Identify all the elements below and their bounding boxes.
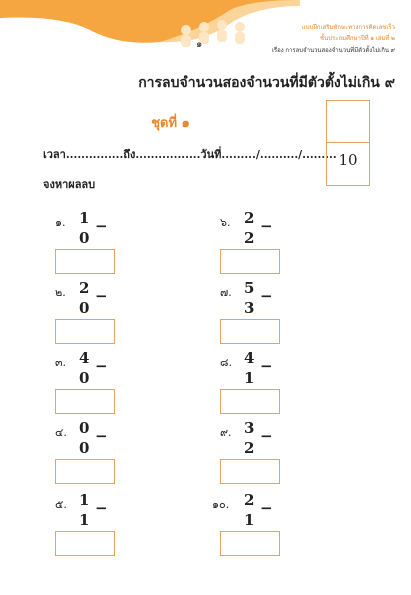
score-box bbox=[326, 100, 370, 186]
page-title: การลบจำนวนสองจำนวนที่มีตัวตั้งไม่เกิน ๙ bbox=[138, 75, 395, 91]
score-total: 10 bbox=[338, 151, 358, 169]
minuend: 1 bbox=[79, 491, 90, 509]
minuend: 0 bbox=[79, 419, 90, 437]
subtrahend: 2 bbox=[244, 229, 255, 247]
minus-sign: − bbox=[95, 427, 108, 445]
subtrahend: 0 bbox=[79, 439, 90, 457]
subtrahend: 2 bbox=[244, 439, 255, 457]
page-number: ๑ bbox=[196, 39, 203, 50]
answer-box[interactable] bbox=[55, 459, 115, 484]
problem-6 bbox=[220, 209, 330, 283]
problem-number: ๒. bbox=[55, 286, 66, 299]
answer-box[interactable] bbox=[55, 249, 115, 274]
minuend: 2 bbox=[79, 279, 90, 297]
problem-number: ๓. bbox=[55, 356, 67, 369]
header-topic: เรื่อง การลบจำนวนสองจำนวนที่มีตัวตั้งไม่เกิน ๙ bbox=[271, 48, 395, 54]
minus-sign: − bbox=[260, 499, 273, 517]
problem-7 bbox=[220, 279, 330, 353]
minuend: 1 bbox=[79, 209, 90, 227]
problem-9 bbox=[220, 419, 330, 493]
answer-box[interactable] bbox=[220, 459, 280, 484]
subtrahend: 1 bbox=[244, 369, 255, 387]
minus-sign: − bbox=[260, 427, 273, 445]
problem-1 bbox=[55, 209, 165, 283]
subtrahend: 0 bbox=[79, 229, 90, 247]
problem-number: ๔. bbox=[55, 426, 67, 439]
minus-sign: − bbox=[95, 357, 108, 375]
header-series-title: แบบฝึกเสริมทักษะทางการคิดเลขเร็ว bbox=[301, 25, 395, 31]
instruction: จงหาผลลบ bbox=[43, 178, 96, 191]
minus-sign: − bbox=[260, 357, 273, 375]
problem-number: ๑. bbox=[55, 216, 66, 229]
problem-2 bbox=[55, 279, 165, 353]
minuend: 2 bbox=[244, 209, 255, 227]
minuend: 2 bbox=[244, 491, 255, 509]
answer-box[interactable] bbox=[220, 319, 280, 344]
minuend: 4 bbox=[79, 349, 90, 367]
minuend: 4 bbox=[244, 349, 255, 367]
problem-10 bbox=[212, 491, 322, 565]
problem-3 bbox=[55, 349, 165, 423]
problem-number: ๕. bbox=[55, 498, 67, 511]
subtrahend: 0 bbox=[79, 369, 90, 387]
minus-sign: − bbox=[260, 287, 273, 305]
problem-number: ๙. bbox=[220, 426, 232, 439]
minuend: 3 bbox=[244, 419, 255, 437]
answer-box[interactable] bbox=[220, 389, 280, 414]
time-date-line: เวลา...............ถึง.................วันที่........./........../......... bbox=[43, 148, 337, 161]
problem-number: ๗. bbox=[220, 286, 232, 299]
answer-box[interactable] bbox=[55, 389, 115, 414]
answer-box[interactable] bbox=[55, 319, 115, 344]
minus-sign: − bbox=[95, 499, 108, 517]
score-divider bbox=[327, 142, 369, 143]
problem-number: ๘. bbox=[220, 356, 232, 369]
minuend: 5 bbox=[244, 279, 255, 297]
subtrahend: 1 bbox=[79, 511, 90, 529]
problem-5 bbox=[55, 491, 165, 565]
header-grade-volume: ชั้นประถมศึกษาปีที่ ๑ เล่มที่ ๒ bbox=[320, 36, 395, 42]
answer-box[interactable] bbox=[220, 531, 280, 556]
answer-box[interactable] bbox=[220, 249, 280, 274]
subtrahend: 3 bbox=[244, 299, 255, 317]
minus-sign: − bbox=[95, 287, 108, 305]
problem-4 bbox=[55, 419, 165, 493]
answer-box[interactable] bbox=[55, 531, 115, 556]
subtrahend: 0 bbox=[79, 299, 90, 317]
minus-sign: − bbox=[260, 217, 273, 235]
minus-sign: − bbox=[95, 217, 108, 235]
subtrahend: 1 bbox=[244, 511, 255, 529]
set-label: ชุดที่ ๑ bbox=[151, 116, 190, 131]
problem-number: ๑๐. bbox=[212, 498, 230, 511]
problem-8 bbox=[220, 349, 330, 423]
problem-number: ๖. bbox=[220, 216, 231, 229]
